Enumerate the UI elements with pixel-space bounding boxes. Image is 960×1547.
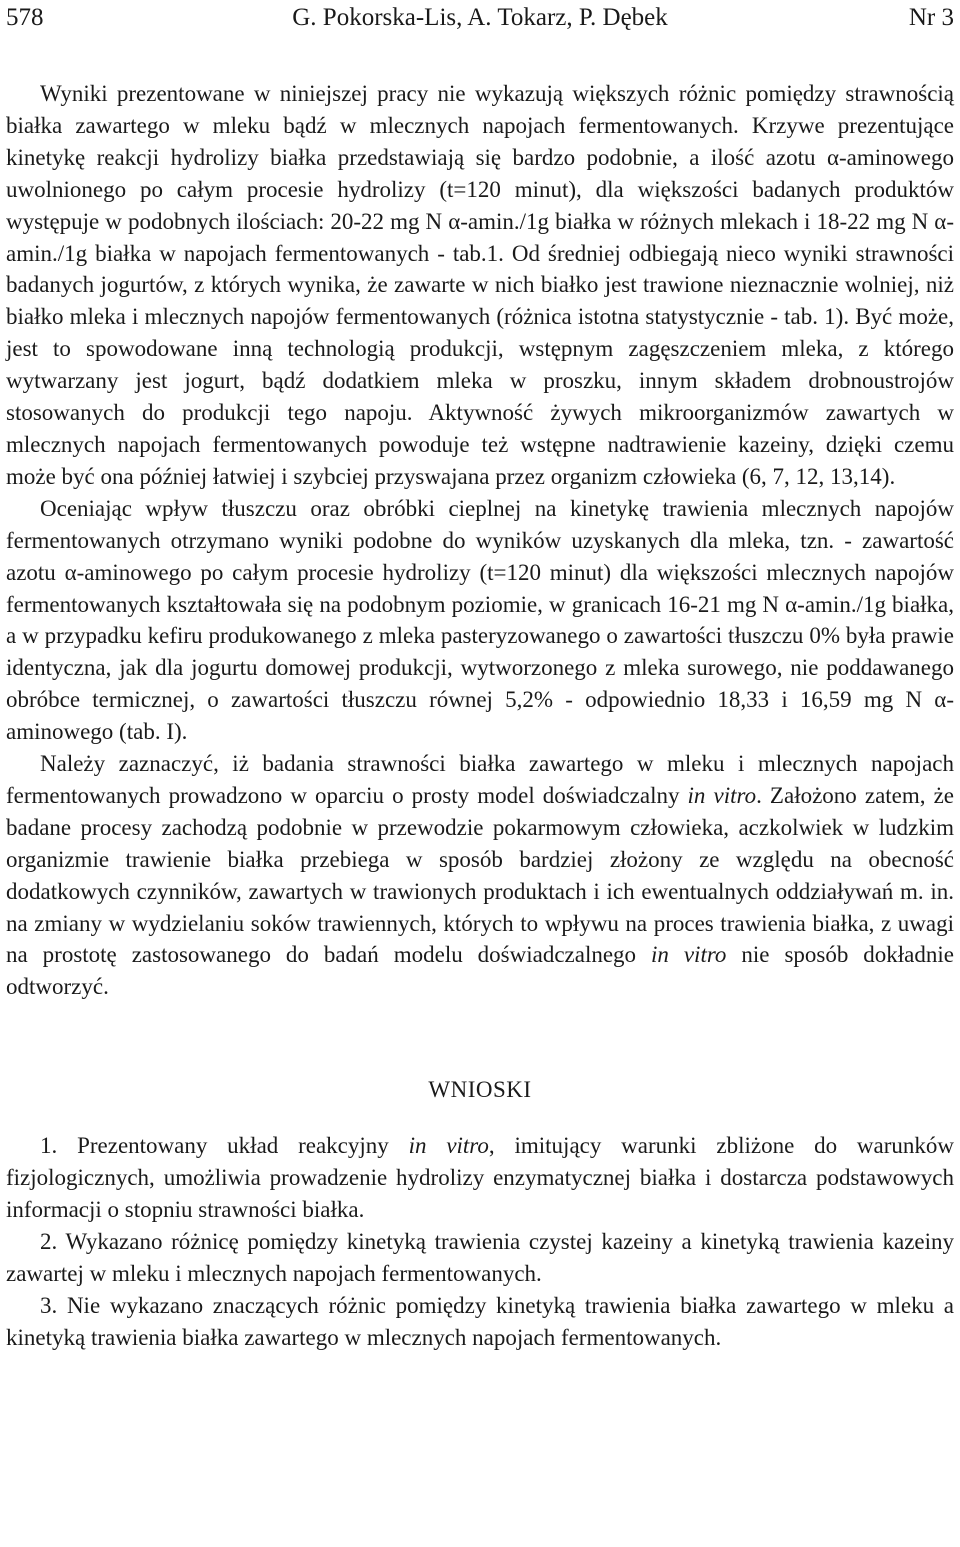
- paragraph-2: Oceniając wpływ tłuszczu oraz obróbki cieplnej na kinetykę trawienia mlecznych napojów fermentowanych otrzymano wyniki podobne do wyników uzyskanych dla mleka, tzn. - zawartość azotu α-aminowego po całym procesie hydrolizy (t=120 minut) dla większości mlecznych napojów fermentowanych kształtowała się na podobnym poziomie, w granicach 16-21 mg N α-amin./1g białka, a w przypadku kefiru produkowanego z mleka pasteryzowanego o zawartości tłuszczu 0% była prawie identyczna, jak dla jogurtu domowej produkcji, wytworzonego z mleka surowego, nie poddawanego obróbce termicznej, o zawartości tłuszczu równej 5,2% - odpowiednio 18,33 i 16,59 mg N α-aminowego (tab. I).: [6, 495, 954, 745]
- conclusion-1-italic: in vitro: [408, 1133, 489, 1159]
- paragraph-3-text-c: nie sposób dokładnie odtworzyć.: [6, 942, 954, 1000]
- paragraph-3-text-b: . Założono zatem, że badane procesy zachodzą podobnie w przewodzie pokarmowym człowieka, aczkolwiek w ludzkim organizmie trawienie białka przebiega w sposób bardziej złożony ze względu na obecność dodatkowych czynników, zawartych w trawionych produktach i ich ewentualnych oddziaływań m. in. na zmiany w wydzielaniu soków trawiennych, których to wpływu na proces trawienia białka, z uwagi na prostotę zastosowanego do badań modelu doświadczalnego: [6, 782, 955, 968]
- issue-number: Nr 3: [908, 4, 954, 31]
- paragraph-3-italic-b: in vitro: [651, 942, 727, 968]
- paragraph-1: Wyniki prezentowane w niniejszej pracy nie wykazują większych różnic pomiędzy strawnością białka zawartego w mleku bądź w mlecznych napojach fermentowanych. Krzywe prezentujące kinetykę reakcji hydrolizy białka przedstawiają się bardzo podobnie, a ilość azotu α-aminowego uwolnionego po całym procesie hydrolizy (t=120 minut), dla większości badanych produktów występuje w podobnych ilościach: 20-22 mg N α-amin./1g białka w różnych mlekach i 18-22 mg N α-amin./1g białka w napojach fermentowanych - tab.1. Od średniej odbiegają nieco wyniki strawności badanych jogurtów, z których wynika, że zawarte w nich białko jest trawione nieznacznie wolniej, niż białko mleka i mlecznych napojów fermentowanych (różnica istotna statystycznie - tab. 1). Być może, jest to spowodowane inną technologią produkcji, wstępnym zagęszczeniem mleka, z którego wytwarzany jest jogurt, bądź dodatkiem mleka w proszku, innym składem drobnoustrojów stosowanych do produkcji tego napoju. Aktywność żywych mikroorganizmów zawartych w mlecznych napojach fermentowanych powoduje też wstępne nadtrawienie kazeiny, dzięki czemu może być ona później łatwiej i szybciej przyswajana przez organizm człowieka (6, 7, 12, 13,14).: [6, 81, 954, 489]
- conclusion-1-text-a: 1. Prezentowany układ reakcyjny: [40, 1133, 409, 1159]
- header-authors: G. Pokorska-Lis, A. Tokarz, P. Dębek: [292, 4, 668, 31]
- running-header: [6, 2, 954, 34]
- conclusion-2: 2. Wykazano różnicę pomiędzy kinetyką trawienia czystej kazeiny a kinetyką trawienia kazeiny zawartej w mleku i mlecznych napojach fermentowanych.: [6, 1229, 954, 1286]
- conclusion-3: 3. Nie wykazano znaczących różnic pomiędzy kinetyką trawienia białka zawartego w mleku a kinetyką trawienia białka zawartego w mlecznych napojach fermentowanych.: [6, 1292, 954, 1350]
- page-number: 578: [6, 4, 44, 31]
- article-body: [6, 78, 954, 1354]
- conclusion-1-text-b: , imitujący warunki zbliżone do warunków fizjologicznych, umożliwia prowadzenie hydrolizy enzymatycznej białka i dostarcza podstawowych informacji o stopniu strawności białka.: [6, 1133, 955, 1223]
- paragraph-3: [6, 748, 954, 1003]
- section-title-conclusions: WNIOSKI: [428, 1077, 532, 1103]
- conclusion-1: [6, 1130, 954, 1226]
- paragraph-3-italic-a: in vitro: [687, 782, 757, 808]
- paragraph-3-text-a: Należy zaznaczyć, iż badania strawności białka zawartego w mleku i mlecznych napojach fermentowanych prowadzono w oparciu o prosty model doświadczalny: [6, 751, 954, 808]
